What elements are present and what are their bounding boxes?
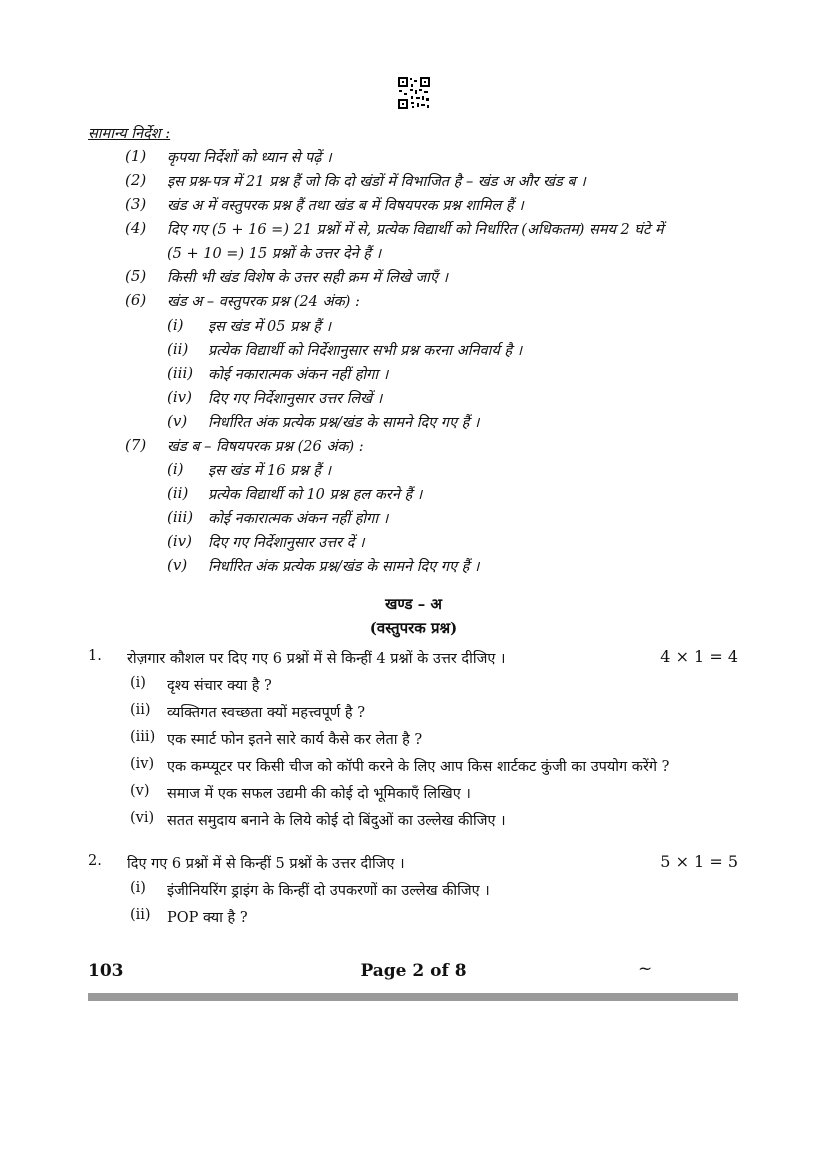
instruction-text: खंड अ में वस्तुपरक प्रश्न हैं तथा खंड ब में विषयपरक प्रश्न शामिल हैं । bbox=[167, 198, 524, 214]
sub-instruction-text: कोई नकारात्मक अंकन नहीं होगा । bbox=[208, 511, 389, 527]
part-number: (iii) bbox=[130, 729, 156, 745]
instruction-text-continued: (5 + 10 =) 15 प्रश्नों के उत्तर देने हैं । bbox=[167, 246, 382, 262]
sub-instruction-number: (i) bbox=[167, 460, 184, 478]
question-number: 1. bbox=[88, 648, 102, 664]
section-title: खण्ड – अ bbox=[385, 595, 442, 613]
question-text: रोज़गार कौशल पर दिए गए 6 प्रश्नों में से किन्हीं 4 प्रश्नों के उत्तर दीजिए । bbox=[127, 651, 506, 667]
instruction-number: (6) bbox=[125, 291, 147, 309]
page-number: Page 2 of 8 bbox=[360, 961, 467, 981]
instruction-number: (2) bbox=[125, 171, 147, 189]
instruction-number: (5) bbox=[125, 267, 147, 285]
sub-instruction-number: (iv) bbox=[167, 532, 192, 550]
part-text: एक कम्प्यूटर पर किसी चीज को कॉपी करने के लिए आप किस शार्टकट कुंजी का उपयोग करेंगे ? bbox=[167, 759, 670, 775]
part-text: इंजीनियरिंग ड्राइंग के किन्हीं दो उपकरणों का उल्लेख कीजिए । bbox=[167, 883, 490, 899]
question-number: 2. bbox=[88, 853, 102, 869]
footer-divider bbox=[88, 993, 738, 1001]
sub-instruction-text: प्रत्येक विद्यार्थी को 10 प्रश्न हल करने हैं । bbox=[208, 487, 423, 503]
question-marks: 5 × 1 = 5 bbox=[660, 852, 738, 871]
sub-instruction-text: दिए गए निर्देशानुसार उत्तर दें । bbox=[208, 535, 365, 551]
paper-code: 103 bbox=[88, 961, 124, 981]
part-number: (i) bbox=[130, 675, 146, 691]
part-text: एक स्मार्ट फोन इतने सारे कार्य कैसे कर लेता है ? bbox=[167, 732, 423, 748]
instruction-number: (1) bbox=[125, 147, 147, 165]
instruction-text: दिए गए (5 + 16 =) 21 प्रश्नों में से, प्रत्येक विद्यार्थी को निर्धारित (अधिकतम) समय 2 घंटे में bbox=[167, 222, 664, 238]
sub-instruction-number: (ii) bbox=[167, 484, 189, 502]
sub-instruction-text: इस खंड में 16 प्रश्न हैं । bbox=[208, 463, 332, 479]
sub-instruction-number: (i) bbox=[167, 316, 184, 334]
footer-mark: ~ bbox=[638, 959, 653, 979]
part-text: दृश्य संचार क्या है ? bbox=[167, 678, 272, 694]
instruction-text: किसी भी खंड विशेष के उत्तर सही क्रम में लिखे जाएँ । bbox=[167, 270, 449, 286]
sub-instruction-text: प्रत्येक विद्यार्थी को निर्देशानुसार सभी प्रश्न करना अनिवार्य है । bbox=[208, 343, 523, 359]
part-number: (i) bbox=[130, 880, 146, 896]
instruction-text: इस प्रश्न-पत्र में 21 प्रश्न हैं जो कि दो खंडों में विभाजित है – खंड अ और खंड ब । bbox=[167, 174, 586, 190]
sub-instruction-text: निर्धारित अंक प्रत्येक प्रश्न/खंड के सामने दिए गए हैं । bbox=[208, 559, 480, 575]
part-text: POP क्या है ? bbox=[167, 910, 248, 926]
sub-instruction-number: (iii) bbox=[167, 508, 194, 526]
qr-code-icon bbox=[397, 76, 431, 110]
sub-instruction-text: दिए गए निर्देशानुसार उत्तर लिखें । bbox=[208, 391, 383, 407]
part-number: (v) bbox=[130, 783, 150, 799]
part-text: सतत समुदाय बनाने के लिये कोई दो बिंदुओं का उल्लेख कीजिए । bbox=[167, 813, 506, 829]
instruction-number: (7) bbox=[125, 436, 147, 454]
sub-instruction-text: निर्धारित अंक प्रत्येक प्रश्न/खंड के सामने दिए गए हैं । bbox=[208, 415, 480, 431]
instruction-text: कृपया निर्देशों को ध्यान से पढ़ें । bbox=[167, 150, 332, 166]
sub-instruction-number: (iii) bbox=[167, 364, 194, 382]
part-text: समाज में एक सफल उद्यमी की कोई दो भूमिकाएँ लिखिए । bbox=[167, 786, 471, 802]
section-subtitle: (वस्तुपरक प्रश्न) bbox=[369, 619, 458, 637]
question-text: दिए गए 6 प्रश्नों में से किन्हीं 5 प्रश्नों के उत्तर दीजिए । bbox=[127, 856, 405, 872]
instruction-text: खंड ब – विषयपरक प्रश्न (26 अंक) : bbox=[167, 439, 364, 455]
sub-instruction-text: इस खंड में 05 प्रश्न हैं । bbox=[208, 319, 332, 335]
instruction-text: खंड अ – वस्तुपरक प्रश्न (24 अंक) : bbox=[167, 294, 360, 310]
part-text: व्यक्तिगत स्वच्छता क्यों महत्त्वपूर्ण है ? bbox=[167, 705, 366, 721]
part-number: (vi) bbox=[130, 810, 155, 826]
sub-instruction-number: (v) bbox=[167, 556, 188, 574]
question-marks: 4 × 1 = 4 bbox=[660, 647, 738, 666]
general-instructions-title: सामान्य निर्देश : bbox=[88, 126, 171, 142]
instruction-number: (4) bbox=[125, 219, 147, 237]
part-number: (ii) bbox=[130, 702, 151, 718]
sub-instruction-number: (v) bbox=[167, 412, 188, 430]
instruction-number: (3) bbox=[125, 195, 147, 213]
sub-instruction-text: कोई नकारात्मक अंकन नहीं होगा । bbox=[208, 367, 389, 383]
part-number: (iv) bbox=[130, 756, 155, 772]
sub-instruction-number: (ii) bbox=[167, 340, 189, 358]
sub-instruction-number: (iv) bbox=[167, 388, 192, 406]
part-number: (ii) bbox=[130, 907, 151, 923]
